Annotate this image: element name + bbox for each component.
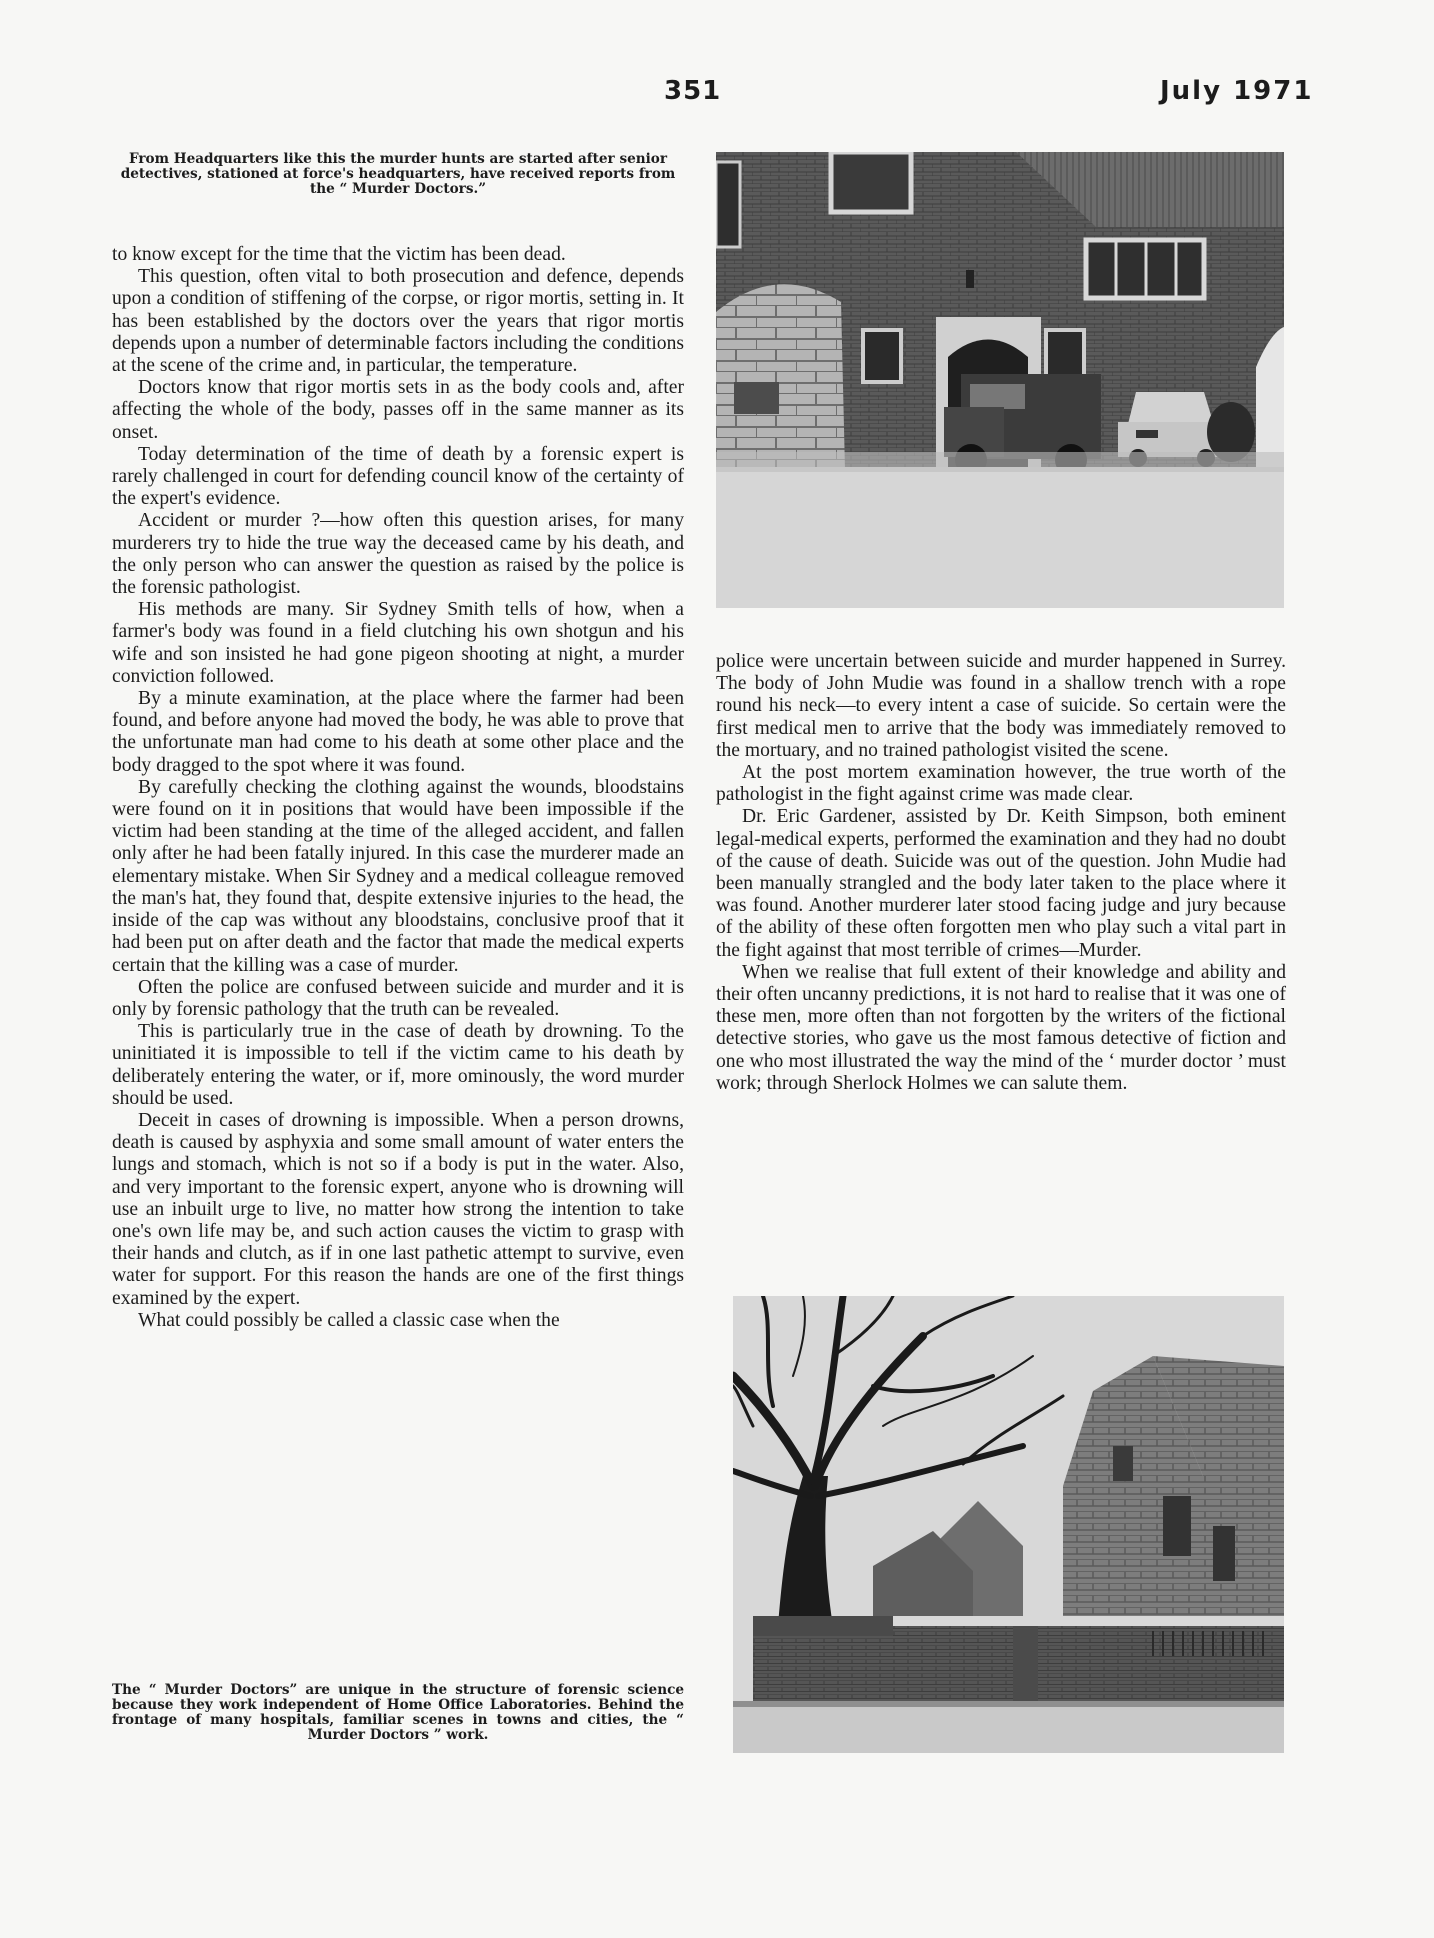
paragraph: Doctors know that rigor mortis sets in as the body cools and, after affecting the whole of the body, passes off in the same manner as its onset.	[112, 377, 684, 443]
paragraph: This question, often vital to both prosecution and defence, depends upon a condition of stiffening of the corpse, or rigor mortis, setting in. It has been established by the doctors over the years that rigor mortis depends upon a number of determinable factors including the conditions at the scene of the crime and, in particular, the temperature.	[112, 266, 684, 377]
paragraph: This is particularly true in the case of death by drowning. To the uninitiated it is impossible to tell if the victim came to his death by deliberately entering the water, or if, more ominously, the word murder should be used.	[112, 1021, 684, 1109]
headquarters-photo	[716, 152, 1284, 608]
paragraph: police were uncertain between suicide and murder happened in Surrey. The body of John Mudie was found in a shallow trench with a rope round his neck—to every intent a case of suicide. So certain were the first medical men to arrive that the body was immediately removed to the mortuary, and no trained pathologist visited the scene.	[716, 651, 1286, 761]
paragraph: Dr. Eric Gardener, assisted by Dr. Keith Simpson, both eminent legal-medical experts, performed the examination and they had no doubt of the cause of death. Suicide was out of the question. John Mudie had been manually strangled and the body later taken to the place where it was found. Another murderer later stood facing judge and jury because of the ability of these often forgotten men who play such a vital part in the fight against that most terrible of crimes—Murder.	[716, 806, 1286, 961]
issue-date: July 1971	[1160, 76, 1314, 106]
laboratory-frontage-photo	[733, 1296, 1284, 1753]
paragraph: to know except for the time that the victim has been dead.	[112, 244, 566, 265]
left-article-column	[112, 244, 684, 1332]
headquarters-photo-caption: From Headquarters like this the murder hunts are started after senior detectives, stationed at force's headquarters, have received reports from the “ Murder Doctors.”	[120, 151, 676, 197]
paragraph: By a minute examination, at the place where the farmer had been found, and before anyone had moved the body, he was able to prove that the unfortunate man had come to his death at some other place and the body dragged to the spot where it was found.	[112, 688, 684, 776]
murder-doctors-photo-caption: The “ Murder Doctors” are unique in the structure of forensic science because they work independent of Home Office Laboratories. Behind the frontage of many hospitals, familiar scenes in towns and cities, the “ Murder Doctors ” work.	[112, 1682, 684, 1743]
paragraph: Deceit in cases of drowning is impossible. When a person drowns, death is caused by asphyxia and some small amount of water enters the lungs and stomach, which is not so if a body is put in the water. Also, and very important to the forensic expert, anyone who is drowning will use an inbuilt urge to live, no matter how strong the intention to take one's own life may be, and such action causes the victim to grasp with their hands and clutch, as if in one last pathetic attempt to survive, even water for support. For this reason the hands are one of the first things examined by the expert.	[112, 1109, 684, 1309]
paragraph: What could possibly be called a classic case when the	[138, 1309, 560, 1331]
paragraph: When we realise that full extent of their knowledge and ability and their often uncanny predictions, it is not hard to realise that it was one of these men, more often than not forgotten by the writers of the fictional detective stories, who gave us the most famous detective of fiction and one who most illustrated the way the mind of the ‘ murder doctor ’ must work; through Sherlock Holmes we can salute them.	[716, 961, 1286, 1094]
paragraph: Accident or murder ?—how often this question arises, for many murderers try to hide the true way the deceased came by his death, and the only person who can answer the question as raised by the police is the forensic pathologist.	[112, 510, 684, 599]
right-article-column	[716, 651, 1286, 1095]
paragraph: His methods are many. Sir Sydney Smith tells of how, when a farmer's body was found in a field clutching his own shotgun and his wife and son insisted he had gone pigeon shooting at night, a murder conviction followed.	[112, 599, 684, 687]
paragraph: By carefully checking the clothing against the wounds, bloodstains were found on it in positions that would have been impossible if the victim had been standing at the time of the alleged accident, and fallen only after he had been fatally injured. In this case the murderer made an elementary mistake. When Sir Sydney and a medical colleague removed the man's hat, they found that, despite extensive injuries to the head, the inside of the cap was without any bloodstains, conclusive proof that it had been put on after death and the factor that made the medical experts certain that the killing was a case of murder.	[112, 776, 684, 976]
paragraph: Today determination of the time of death by a forensic expert is rarely challenged in court for defending council know of the certainty of the expert's evidence.	[112, 443, 684, 510]
paragraph: Often the police are confused between suicide and murder and it is only by forensic pathology that the truth can be revealed.	[112, 976, 684, 1020]
paragraph: At the post mortem examination however, the true worth of the pathologist in the fight against crime was made clear.	[716, 762, 1286, 806]
page-number: 351	[664, 76, 722, 106]
